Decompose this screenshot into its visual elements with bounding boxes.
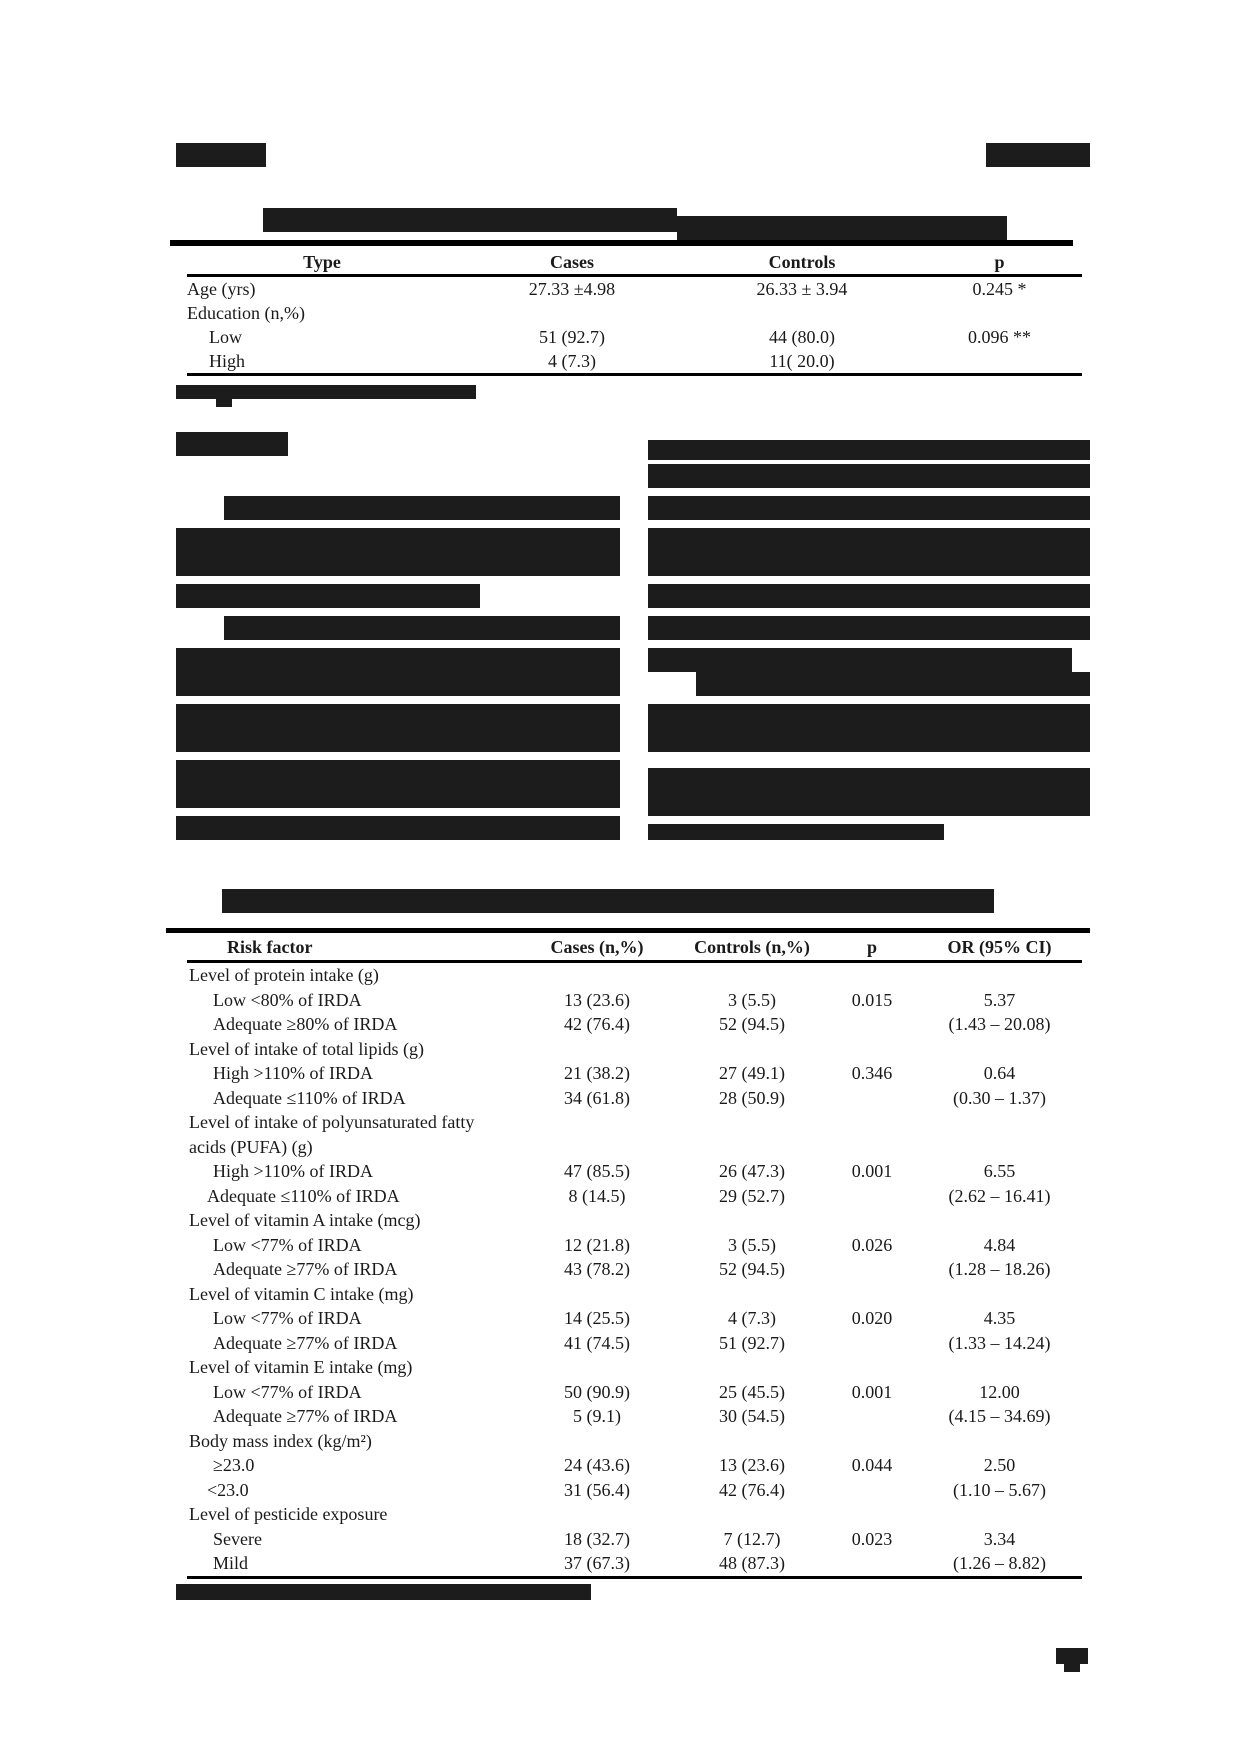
- p-value: 0.044: [851, 1455, 893, 1476]
- row-label: Adequate ≥80% of IRDA: [213, 1014, 398, 1035]
- p-value: [827, 1086, 917, 1111]
- p-value: [827, 1551, 917, 1577]
- table-row: [187, 1551, 1082, 1577]
- cases-value: 18 (32.7): [564, 1528, 630, 1549]
- table-row: [187, 1061, 1082, 1086]
- odds-ratio-value: (1.26 – 8.82): [953, 1553, 1046, 1574]
- p-value: 0.020: [851, 1308, 893, 1329]
- odds-ratio-value: 6.55: [983, 1161, 1016, 1182]
- table-row: [187, 1257, 1082, 1282]
- controls-value: 42 (76.4): [719, 1479, 785, 1500]
- odds-ratio-value: 2.50: [983, 1455, 1016, 1476]
- controls-value: 13 (23.6): [719, 1455, 785, 1476]
- row-label: Adequate ≥77% of IRDA: [213, 1259, 398, 1280]
- table-group-row: [187, 962, 1082, 988]
- controls-value: [677, 962, 827, 988]
- p-value: [827, 1135, 917, 1160]
- row-label: Level of intake of polyunsaturated fatty: [189, 1112, 475, 1133]
- table1-footnote: [176, 385, 476, 399]
- controls-value: 28 (50.9): [719, 1087, 785, 1108]
- row-label: Adequate ≤110% of IRDA: [213, 1087, 406, 1108]
- row-label: Level of protein intake (g): [189, 965, 379, 986]
- p-value: [827, 1257, 917, 1282]
- row-label: acids (PUFA) (g): [189, 1136, 313, 1157]
- table-row: [187, 276, 1082, 302]
- controls-value: [687, 301, 917, 325]
- row-label: ≥23.0: [213, 1455, 255, 1476]
- table-row: [187, 988, 1082, 1013]
- p-value: 0.026: [851, 1234, 893, 1255]
- table2-top-rule: [166, 928, 1090, 933]
- row-label: Adequate ≥77% of IRDA: [213, 1332, 398, 1353]
- running-head-right: [986, 143, 1090, 167]
- controls-value: [677, 1355, 827, 1380]
- p-value: 0.346: [851, 1063, 893, 1084]
- cases-value: 47 (85.5): [564, 1161, 630, 1182]
- column-header: Cases (n,%): [550, 936, 644, 957]
- controls-value: 25 (45.5): [719, 1381, 785, 1402]
- row-label: Body mass index (kg/m²): [189, 1430, 372, 1451]
- column-header: p: [866, 936, 877, 957]
- column-header: Type: [303, 251, 341, 272]
- text-line: [648, 704, 1090, 752]
- p-value: [827, 1331, 917, 1356]
- p-value: 0.001: [851, 1381, 893, 1402]
- odds-ratio-value: [917, 1502, 1082, 1527]
- p-value: [827, 1012, 917, 1037]
- p-value: [917, 349, 1082, 375]
- table-row: [187, 1184, 1082, 1209]
- cases-value: [517, 1355, 677, 1380]
- cases-value: 21 (38.2): [564, 1063, 630, 1084]
- cases-value: 27.33 ±4.98: [528, 278, 616, 299]
- text-line: [648, 768, 1090, 816]
- table1-caption: [677, 216, 1007, 240]
- cases-value: 14 (25.5): [564, 1308, 630, 1329]
- controls-value: [677, 1429, 827, 1454]
- odds-ratio-value: 4.84: [983, 1234, 1016, 1255]
- row-label: Low <77% of IRDA: [213, 1308, 362, 1329]
- table1-top-rule: [170, 240, 1073, 246]
- row-label: High >110% of IRDA: [213, 1161, 373, 1182]
- text-line: [176, 552, 620, 576]
- controls-value: 11( 20.0): [769, 350, 835, 371]
- text-line: [176, 816, 620, 840]
- table-group-row: [187, 1429, 1082, 1454]
- cases-value: 50 (90.9): [564, 1381, 630, 1402]
- table1-header-row: [187, 250, 1082, 276]
- odds-ratio-value: [917, 1208, 1082, 1233]
- p-value: [827, 1404, 917, 1429]
- odds-ratio-value: [917, 962, 1082, 988]
- row-label: Age (yrs): [187, 278, 256, 299]
- row-label: High >110% of IRDA: [213, 1063, 373, 1084]
- controls-value: 29 (52.7): [719, 1185, 785, 1206]
- p-value: 0.015: [851, 989, 893, 1010]
- table2-caption: [222, 889, 994, 913]
- controls-value: 3 (5.5): [728, 1234, 776, 1255]
- cases-value: 41 (74.5): [564, 1332, 630, 1353]
- p-value: [827, 1478, 917, 1503]
- text-line: [648, 496, 1090, 520]
- table-group-row: [187, 1110, 1082, 1135]
- table-row: [187, 1380, 1082, 1405]
- table-group-row: [187, 1135, 1082, 1160]
- page-number: [1064, 1664, 1080, 1672]
- text-line: [176, 760, 620, 808]
- controls-value: [677, 1502, 827, 1527]
- odds-ratio-value: (1.33 – 14.24): [948, 1332, 1051, 1353]
- cases-value: 31 (56.4): [564, 1479, 630, 1500]
- text-line: [176, 704, 620, 752]
- column-header: Cases: [550, 251, 594, 272]
- column-header: Risk factor: [227, 936, 313, 957]
- table1-footnote: [216, 399, 232, 407]
- row-label: Low <77% of IRDA: [213, 1381, 362, 1402]
- p-value: [827, 1355, 917, 1380]
- p-value: 0.001: [851, 1161, 893, 1182]
- text-line: [648, 648, 1072, 672]
- odds-ratio-value: 12.00: [979, 1381, 1020, 1402]
- odds-ratio-value: 0.64: [983, 1063, 1016, 1084]
- table2: [187, 934, 1082, 1579]
- text-line: [176, 584, 480, 608]
- table-row: [187, 1159, 1082, 1184]
- controls-value: 26.33 ± 3.94: [756, 278, 848, 299]
- table-group-row: [187, 1355, 1082, 1380]
- odds-ratio-value: (1.43 – 20.08): [948, 1014, 1051, 1035]
- cases-value: [517, 1037, 677, 1062]
- text-line: [648, 584, 1090, 608]
- odds-ratio-value: (1.10 – 5.67): [953, 1479, 1046, 1500]
- controls-value: 30 (54.5): [719, 1406, 785, 1427]
- row-label: Mild: [213, 1553, 249, 1574]
- table-group-row: [187, 1282, 1082, 1307]
- table-row: [187, 1012, 1082, 1037]
- cases-value: [517, 1282, 677, 1307]
- table-row: [187, 1331, 1082, 1356]
- controls-value: 3 (5.5): [728, 989, 776, 1010]
- p-value: 0.245 *: [972, 278, 1027, 299]
- text-line: [696, 672, 1090, 696]
- controls-value: 27 (49.1): [719, 1063, 785, 1084]
- controls-value: [677, 1110, 827, 1135]
- controls-value: 51 (92.7): [719, 1332, 785, 1353]
- p-value: [827, 1208, 917, 1233]
- p-value: [827, 1282, 917, 1307]
- cases-value: 8 (14.5): [568, 1185, 626, 1206]
- table-row: [187, 1404, 1082, 1429]
- odds-ratio-value: (0.30 – 1.37): [953, 1087, 1046, 1108]
- cases-value: [517, 1110, 677, 1135]
- column-header: Controls (n,%): [694, 936, 810, 957]
- cases-value: 12 (21.8): [564, 1234, 630, 1255]
- row-label: Level of vitamin C intake (mg): [189, 1283, 414, 1304]
- section-heading: [176, 432, 288, 456]
- controls-value: 52 (94.5): [719, 1259, 785, 1280]
- table-group-row: [187, 1037, 1082, 1062]
- row-label: Level of vitamin E intake (mg): [189, 1357, 413, 1378]
- odds-ratio-value: 5.37: [983, 989, 1016, 1010]
- odds-ratio-value: [917, 1110, 1082, 1135]
- table-group-row: [187, 1502, 1082, 1527]
- page-number: [1056, 1648, 1088, 1664]
- text-line: [176, 528, 620, 552]
- text-line: [648, 440, 1090, 460]
- running-head-left: [176, 143, 266, 167]
- row-label: Education (n,%): [187, 302, 305, 323]
- odds-ratio-value: [917, 1282, 1082, 1307]
- row-label: Low: [209, 326, 242, 347]
- odds-ratio-value: 3.34: [983, 1528, 1016, 1549]
- row-label: Level of vitamin A intake (mcg): [189, 1210, 421, 1231]
- row-label: Level of intake of total lipids (g): [189, 1038, 424, 1059]
- row-label: High: [209, 350, 245, 371]
- table-row: [187, 1453, 1082, 1478]
- controls-value: [677, 1282, 827, 1307]
- cases-value: 42 (76.4): [564, 1014, 630, 1035]
- odds-ratio-value: (2.62 – 16.41): [948, 1185, 1051, 1206]
- table-row: [187, 1233, 1082, 1258]
- row-label: Adequate ≥77% of IRDA: [213, 1406, 398, 1427]
- table-row: [187, 1306, 1082, 1331]
- odds-ratio-value: 4.35: [983, 1308, 1016, 1329]
- odds-ratio-value: (4.15 – 34.69): [948, 1406, 1051, 1427]
- row-label: Adequate ≤110% of IRDA: [207, 1185, 400, 1206]
- column-header: Controls: [768, 251, 836, 272]
- p-value: [917, 301, 1082, 325]
- text-line: [176, 648, 620, 696]
- table2-body: [187, 962, 1082, 1578]
- controls-value: 26 (47.3): [719, 1161, 785, 1182]
- controls-value: 4 (7.3): [728, 1308, 776, 1329]
- cases-value: [457, 301, 687, 325]
- row-label: Severe: [213, 1528, 262, 1549]
- table2-footnote: [176, 1584, 591, 1600]
- text-line: [648, 464, 1090, 488]
- cases-value: 5 (9.1): [573, 1406, 621, 1427]
- column-header: p: [994, 251, 1005, 272]
- row-label: Low <77% of IRDA: [213, 1234, 362, 1255]
- text-line: [224, 496, 620, 520]
- text-line: [648, 528, 1090, 576]
- row-label: Low <80% of IRDA: [213, 989, 362, 1010]
- row-label: Level of pesticide exposure: [189, 1504, 388, 1525]
- p-value: 0.096 **: [968, 326, 1031, 347]
- p-value: 0.023: [851, 1528, 893, 1549]
- odds-ratio-value: (1.28 – 18.26): [948, 1259, 1051, 1280]
- cases-value: [517, 1208, 677, 1233]
- controls-value: [677, 1208, 827, 1233]
- text-line: [224, 616, 620, 640]
- table-row: [187, 1478, 1082, 1503]
- cases-value: 37 (67.3): [564, 1553, 630, 1574]
- cases-value: 24 (43.6): [564, 1455, 630, 1476]
- cases-value: 34 (61.8): [564, 1087, 630, 1108]
- p-value: [827, 1184, 917, 1209]
- row-label: <23.0: [207, 1479, 249, 1500]
- table-row: [187, 1086, 1082, 1111]
- cases-value: [517, 1502, 677, 1527]
- table-group-row: [187, 1208, 1082, 1233]
- cases-value: [517, 962, 677, 988]
- controls-value: 7 (12.7): [723, 1528, 781, 1549]
- cases-value: 51 (92.7): [539, 326, 605, 347]
- table-row: [187, 325, 1082, 349]
- p-value: [827, 1502, 917, 1527]
- controls-value: 44 (80.0): [769, 326, 835, 347]
- cases-value: [517, 1135, 677, 1160]
- odds-ratio-value: [917, 1135, 1082, 1160]
- cases-value: 4 (7.3): [548, 350, 596, 371]
- p-value: [827, 1110, 917, 1135]
- text-line: [648, 824, 944, 840]
- cases-value: 13 (23.6): [564, 989, 630, 1010]
- controls-value: 48 (87.3): [719, 1553, 785, 1574]
- text-line: [648, 616, 1090, 640]
- column-header: OR (95% CI): [947, 936, 1052, 957]
- table1: [187, 250, 1082, 376]
- table2-header-row: [187, 934, 1082, 962]
- p-value: [827, 962, 917, 988]
- controls-value: [677, 1037, 827, 1062]
- odds-ratio-value: [917, 1037, 1082, 1062]
- controls-value: 52 (94.5): [719, 1014, 785, 1035]
- table-row: [187, 349, 1082, 375]
- cases-value: [517, 1429, 677, 1454]
- p-value: [827, 1037, 917, 1062]
- table-row: [187, 301, 1082, 325]
- controls-value: [677, 1135, 827, 1160]
- cases-value: 43 (78.2): [564, 1259, 630, 1280]
- odds-ratio-value: [917, 1355, 1082, 1380]
- table1-caption: [263, 208, 677, 232]
- table-row: [187, 1527, 1082, 1552]
- odds-ratio-value: [917, 1429, 1082, 1454]
- p-value: [827, 1429, 917, 1454]
